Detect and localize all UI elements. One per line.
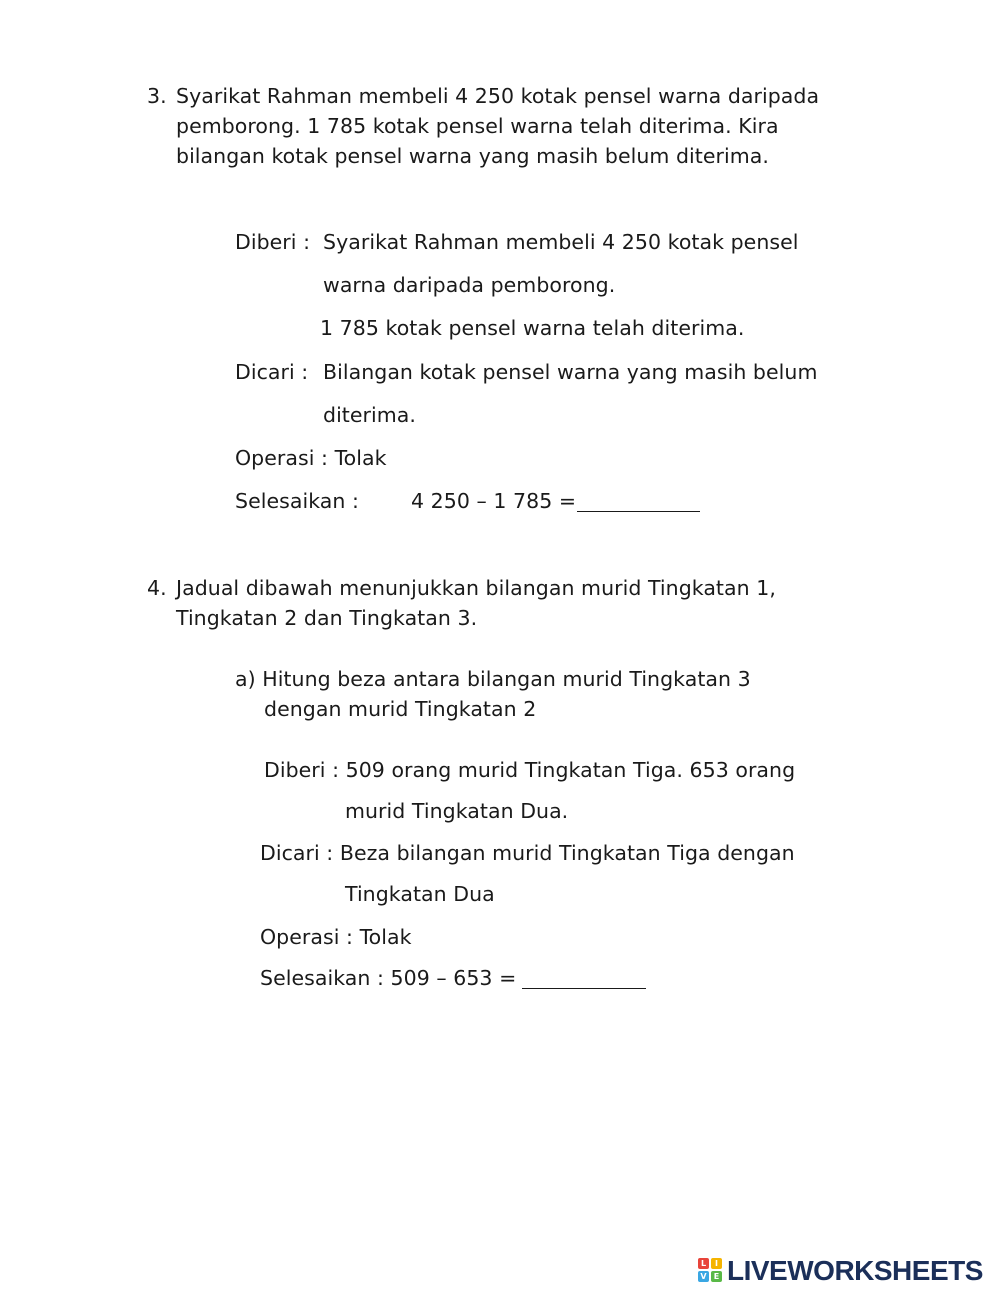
q4-dicari-line-1: Dicari : Beza bilangan murid Tingkatan Tiga dengan <box>260 841 795 865</box>
q3-dicari-line-1: Bilangan kotak pensel warna yang masih belum <box>323 360 818 384</box>
q3-text-line-3: bilangan kotak pensel warna yang masih belum diterima. <box>176 144 769 168</box>
q3-equation: 4 250 – 1 785 = <box>411 489 577 513</box>
q3-diberi-line-3: 1 785 kotak pensel warna telah diterima. <box>320 316 745 340</box>
q3-operasi: Operasi : Tolak <box>235 446 387 470</box>
q3-answer-blank[interactable] <box>577 511 700 512</box>
liveworksheets-logo-text: LIVEWORKSHEETS <box>727 1255 983 1286</box>
q3-dicari-label: Dicari : <box>235 360 309 384</box>
q3-selesaikan-label: Selesaikan : <box>235 489 359 513</box>
q3-diberi-line-1: Syarikat Rahman membeli 4 250 kotak pensel <box>323 230 799 254</box>
liveworksheets-logo-icon <box>698 1258 724 1284</box>
q4-part-a-line-1: a) Hitung beza antara bilangan murid Tingkatan 3 <box>235 667 751 691</box>
q3-text-line-2: pemborong. 1 785 kotak pensel warna telah diterima. Kira <box>176 114 779 138</box>
q3-text-line-1: Syarikat Rahman membeli 4 250 kotak pensel warna daripada <box>176 84 820 108</box>
logo-mark-letter-i: I <box>711 1258 722 1269</box>
logo-mark-letter-v: V <box>698 1271 709 1282</box>
q3-number: 3. <box>147 84 167 108</box>
logo-mark-letter-e: E <box>711 1271 722 1282</box>
q4-text-line-2: Tingkatan 2 dan Tingkatan 3. <box>176 606 478 630</box>
logo-mark-letter-l: L <box>698 1258 709 1269</box>
q4-equation: Selesaikan : 509 – 653 = <box>260 966 517 990</box>
q4-dicari-line-2: Tingkatan Dua <box>345 882 495 906</box>
q4-operasi: Operasi : Tolak <box>260 925 412 949</box>
q3-diberi-label: Diberi : <box>235 230 311 254</box>
q4-part-a-line-2: dengan murid Tingkatan 2 <box>264 697 537 721</box>
q4-answer-blank[interactable] <box>522 988 646 989</box>
liveworksheets-logo[interactable] <box>698 1256 983 1286</box>
q4-diberi-line-1: Diberi : 509 orang murid Tingkatan Tiga. 653 orang <box>264 758 796 782</box>
q4-number: 4. <box>147 576 167 600</box>
q4-diberi-line-2: murid Tingkatan Dua. <box>345 799 569 823</box>
q4-text-line-1: Jadual dibawah menunjukkan bilangan murid Tingkatan 1, <box>176 576 776 600</box>
q3-dicari-line-2: diterima. <box>323 403 416 427</box>
q3-diberi-line-2: warna daripada pemborong. <box>323 273 616 297</box>
